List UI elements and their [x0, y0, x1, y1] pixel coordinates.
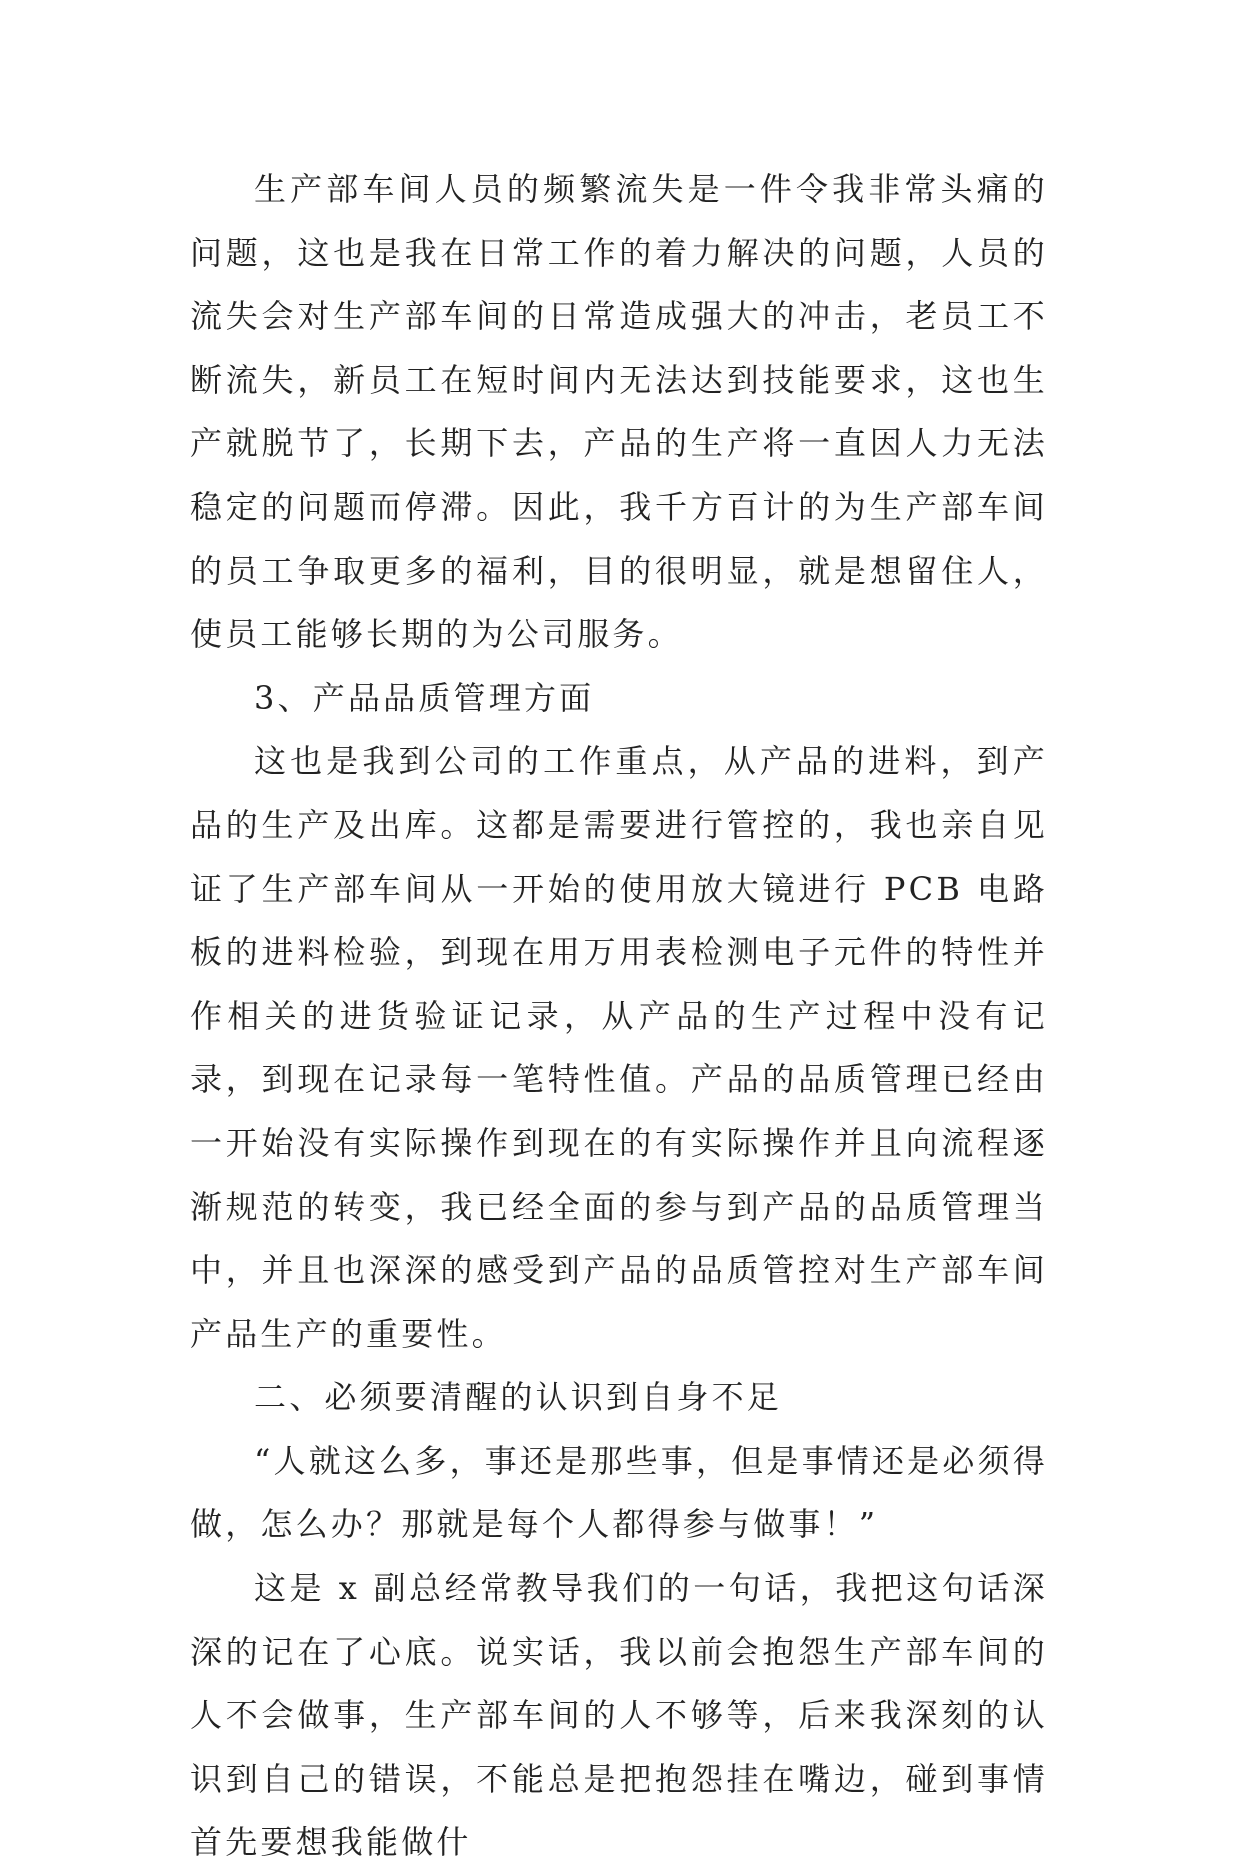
paragraph-reflection: 这是 x 副总经常教导我们的一句话，我把这句话深深的记在了心底。说实话，我以前会抱怨生产部车间的人不会做事，生产部车间的人不够等，后来我深刻的认识到自己的错误，不能总是把抱怨挂在嘴边，碰到事情首先要想我能做什 [190, 1569, 1048, 1862]
paragraph-staff-turnover: 生产部车间人员的频繁流失是一件令我非常头痛的问题，这也是我在日常工作的着力解决的问题，人员的流失会对生产部车间的日常造成强大的冲击，老员工不断流失，新员工在短时间内无法达到技能要求，这也生产就脱节了，长期下去，产品的生产将一直因人力无法稳定的问题而停滞。因此，我千方百计的为生产部车间的员工争取更多的福利，目的很明显，就是想留住人，使员工能够长期的为公司服务。 [190, 170, 1048, 654]
document-body [190, 158, 1048, 1875]
paragraph-quote: “人就这么多，事还是那些事，但是事情还是必须得做，怎么办？那就是每个人都得参与做事！” [190, 1441, 1048, 1544]
paragraph-quality-management: 这也是我到公司的工作重点，从产品的进料，到产品的生产及出库。这都是需要进行管控的，我也亲自见证了生产部车间从一开始的使用放大镜进行 PCB 电路板的进料检验，到现在用万用表检测电子元件的特性并作相关的进货验证记录，从产品的生产过程中没有记录，到现在记录每一笔特性值。产品的品质管理已经由一开始没有实际操作到现在的有实际操作并且向流程逐渐规范的转变，我已经全面的参与到产品的品质管理当中，并且也深深的感受到产品的品质管控对生产部车间产品生产的重要性。 [190, 742, 1048, 1353]
section-heading-self-awareness: 二、必须要清醒的认识到自身不足 [254, 1378, 783, 1417]
section-heading-quality-management: 3、产品品质管理方面 [254, 678, 595, 717]
